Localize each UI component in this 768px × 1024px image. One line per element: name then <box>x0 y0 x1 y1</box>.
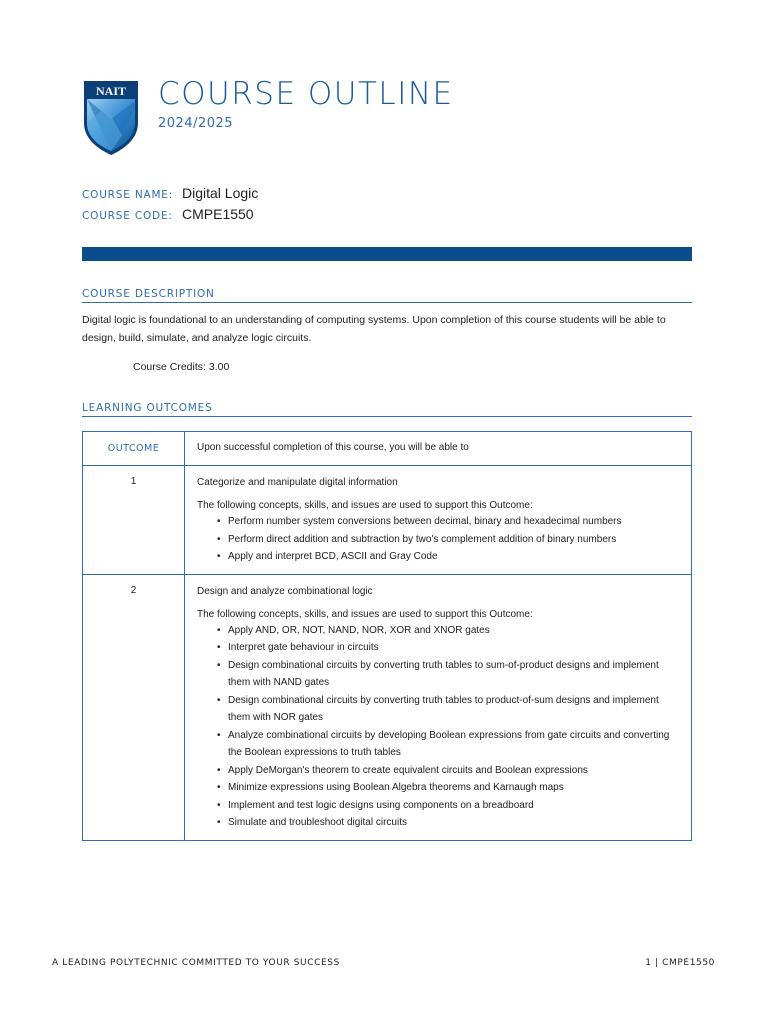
outcome-column-header: OUTCOME <box>83 432 185 466</box>
course-description-text: Digital logic is foundational to an understanding of computing systems. Upon completion of this course students will be able to design, build, simulate, and analyze logic circuits. <box>82 314 666 344</box>
course-name-label: COURSE NAME: <box>82 189 174 201</box>
outcome-row-1 <box>83 466 692 575</box>
list-item: • Perform number system conversions between decimal, binary and hexadecimal numbers <box>217 513 679 531</box>
course-code-row <box>82 205 254 225</box>
course-credits: Course Credits: 3.00 <box>133 361 230 373</box>
logo-text: NAIT <box>95 84 127 98</box>
list-item: • Minimize expressions using Boolean Algebra theorems and Karnaugh maps <box>217 779 679 797</box>
list-item: • Implement and test logic designs using components on a breadboard <box>217 797 679 815</box>
list-item: • Design combinational circuits by converting truth tables to sum-of-product designs and implement them with NAND gates <box>217 657 679 692</box>
outcome-text-column-header: Upon successful completion of this course, you will be able to <box>185 432 692 466</box>
outcome-body <box>185 574 692 840</box>
list-item: • Apply and interpret BCD, ASCII and Gray Code <box>217 548 679 566</box>
outcome-title: Categorize and manipulate digital information <box>197 477 398 488</box>
footer-page-number: 1 | CMPE1550 <box>645 958 715 968</box>
header-divider-bar <box>82 247 692 261</box>
list-item: • Apply DeMorgan's theorem to create equivalent circuits and Boolean expressions <box>217 762 679 780</box>
course-description-heading: COURSE DESCRIPTION <box>82 288 692 303</box>
outcome-items <box>217 622 679 832</box>
list-item: • Interpret gate behaviour in circuits <box>217 639 679 657</box>
page-title: COURSE OUTLINE <box>158 76 454 112</box>
academic-year: 2024/2025 <box>158 116 234 131</box>
list-item: • Analyze combinational circuits by developing Boolean expressions from gate circuits and converting the Boolean expressions to truth tables <box>217 727 679 762</box>
outcome-intro: The following concepts, skills, and issues are used to support this Outcome: <box>197 500 533 511</box>
nait-logo <box>82 79 140 157</box>
list-item: • Design combinational circuits by converting truth tables to product-of-sum designs and implement them with NOR gates <box>217 692 679 727</box>
outcome-number: 1 <box>83 466 185 575</box>
list-item: • Perform direct addition and subtraction by two's complement addition of binary numbers <box>217 531 679 549</box>
course-code-value: CMPE1550 <box>182 206 254 222</box>
outcome-body <box>185 466 692 575</box>
outcome-intro: The following concepts, skills, and issues are used to support this Outcome: <box>197 608 533 620</box>
outcome-title: Design and analyze combinational logic <box>197 585 373 597</box>
outcome-row-2 <box>83 574 692 840</box>
course-name-value: Digital Logic <box>182 185 259 201</box>
list-item: • Apply AND, OR, NOT, NAND, NOR, XOR and XNOR gates <box>217 622 679 640</box>
outcome-items <box>217 513 679 566</box>
outcomes-header-row <box>83 432 692 466</box>
outcomes-table <box>82 431 692 841</box>
learning-outcomes-heading: LEARNING OUTCOMES <box>82 402 692 417</box>
footer-tagline: A LEADING POLYTECHNIC COMMITTED TO YOUR SUCCESS <box>52 958 340 968</box>
list-item: • Simulate and troubleshoot digital circuits <box>217 814 679 832</box>
course-name-row <box>82 184 258 204</box>
outcome-number: 2 <box>83 574 185 840</box>
course-code-label: COURSE CODE: <box>82 210 173 222</box>
